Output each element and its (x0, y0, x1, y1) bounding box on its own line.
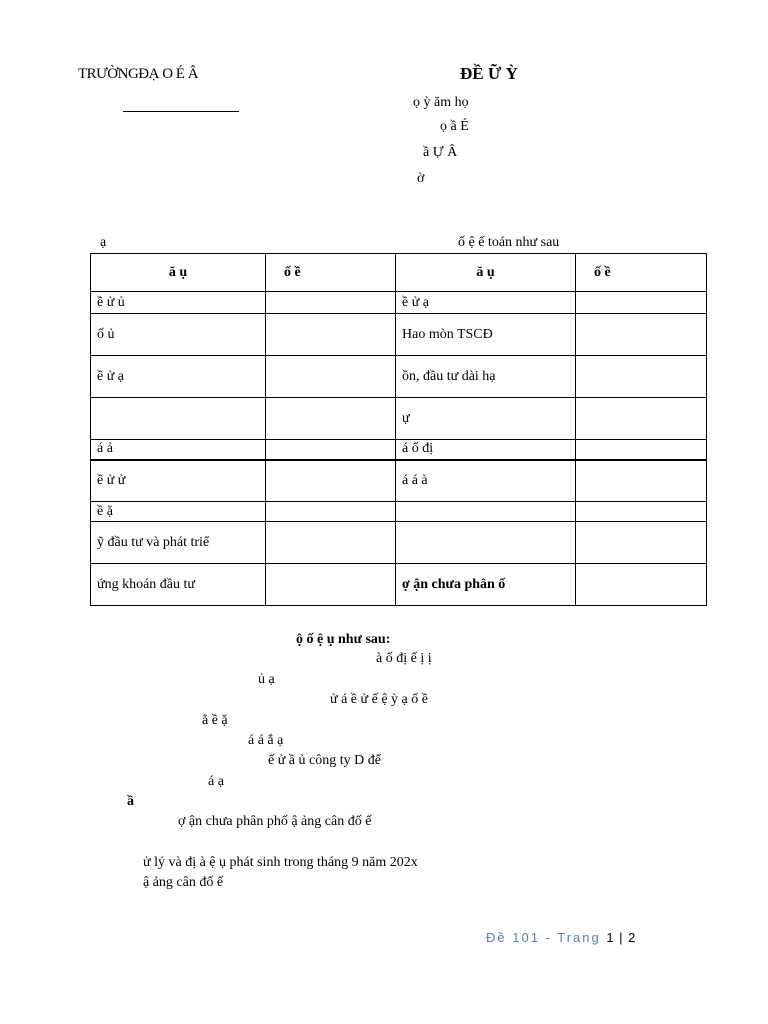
table-cell (266, 292, 396, 314)
table-cell: ề ử ử (91, 460, 266, 502)
body-line-9: ợ ận chưa phân phố ậ ảng cân đố ế (178, 814, 372, 829)
table-row (91, 564, 707, 606)
table-cell: á á à (396, 460, 576, 502)
header-amount-right: ố ề (576, 254, 707, 292)
intro-right: ố ệ ế toán như sau (458, 235, 560, 250)
meta-line-2: ọ ầ É (440, 119, 469, 134)
table-cell: ứng khoán đầu tư (91, 564, 266, 606)
header-account-left: ă ụ (91, 254, 266, 292)
table-cell (266, 522, 396, 564)
table-cell (576, 564, 707, 606)
meta-line-3: ầ Ự Â (423, 145, 458, 160)
table-cell: á ả (91, 440, 266, 460)
table-cell (266, 564, 396, 606)
table-cell: ề ử ạ (396, 292, 576, 314)
table-cell: ồn, đầu tư dài hạ (396, 356, 576, 398)
table-cell (266, 502, 396, 522)
body-line-11: ậ ảng cân đố ế (143, 875, 224, 890)
table-cell (91, 398, 266, 440)
table-cell: Hao mòn TSCĐ (396, 314, 576, 356)
table-cell (576, 292, 707, 314)
body-line-1: à ố đị ế ị ị (376, 651, 432, 666)
table-cell (576, 356, 707, 398)
table-cell (576, 440, 707, 460)
table-cell (396, 522, 576, 564)
table-cell (266, 460, 396, 502)
body-line-7: á ạ (208, 774, 224, 789)
table-cell: ỹ đầu tư và phát triể (91, 522, 266, 564)
table-cell: ố ủ (91, 314, 266, 356)
table-row (91, 314, 707, 356)
body-line-8: ầ (127, 794, 134, 809)
table-row (91, 356, 707, 398)
table-cell (266, 356, 396, 398)
table-cell: ự (396, 398, 576, 440)
body-line-2: ủ ạ (258, 672, 275, 687)
table-cell (576, 314, 707, 356)
table-cell (576, 502, 707, 522)
school-underline (123, 111, 239, 112)
table-cell: ề ử ạ (91, 356, 266, 398)
table-row (91, 522, 707, 564)
meta-line-1: ọ ỳ ăm họ (413, 95, 469, 110)
table-row (91, 502, 707, 522)
table-cell: ợ ận chưa phân ố (396, 564, 576, 606)
table-cell (576, 398, 707, 440)
exam-title: ĐỀ Ữ Ỳ (460, 64, 518, 83)
page-number: 1 | 2 (606, 930, 637, 945)
intro-left: ạ (100, 235, 107, 250)
header-account-right: ă ụ (396, 254, 576, 292)
footer-label: Đề 101 - Trang (486, 930, 601, 945)
table-cell: ề ử ủ (91, 292, 266, 314)
table-row (91, 460, 707, 502)
table-cell: ề ặ (91, 502, 266, 522)
table-header-row (91, 254, 707, 292)
header-amount-left: ố ề (266, 254, 396, 292)
body-line-5: á á ắ ạ (248, 733, 284, 748)
page-footer (486, 930, 636, 945)
body-line-6: ế ử ầ ủ công ty D để (268, 753, 381, 768)
transactions-heading: ộ ố ệ ụ như sau: (296, 632, 391, 647)
table-row (91, 292, 707, 314)
table-row (91, 398, 707, 440)
table-cell (396, 502, 576, 522)
school-name: TRƯỜNGĐẠ O É Â (78, 66, 199, 82)
table-cell (266, 398, 396, 440)
table-cell (576, 522, 707, 564)
balance-table (90, 253, 707, 606)
meta-line-4: ờ (417, 171, 425, 186)
body-line-10: ử lý và đị à ệ ụ phát sinh trong tháng 9 năm 202x (143, 855, 418, 870)
table-cell: á ố đị (396, 440, 576, 460)
body-line-3: ử á ề ử ế ệ ỳ ạ ố ề (330, 692, 428, 707)
table-row (91, 440, 707, 460)
body-line-4: ằ ề ặ (202, 713, 228, 728)
table-cell (266, 314, 396, 356)
table-cell (266, 440, 396, 460)
table-cell (576, 460, 707, 502)
